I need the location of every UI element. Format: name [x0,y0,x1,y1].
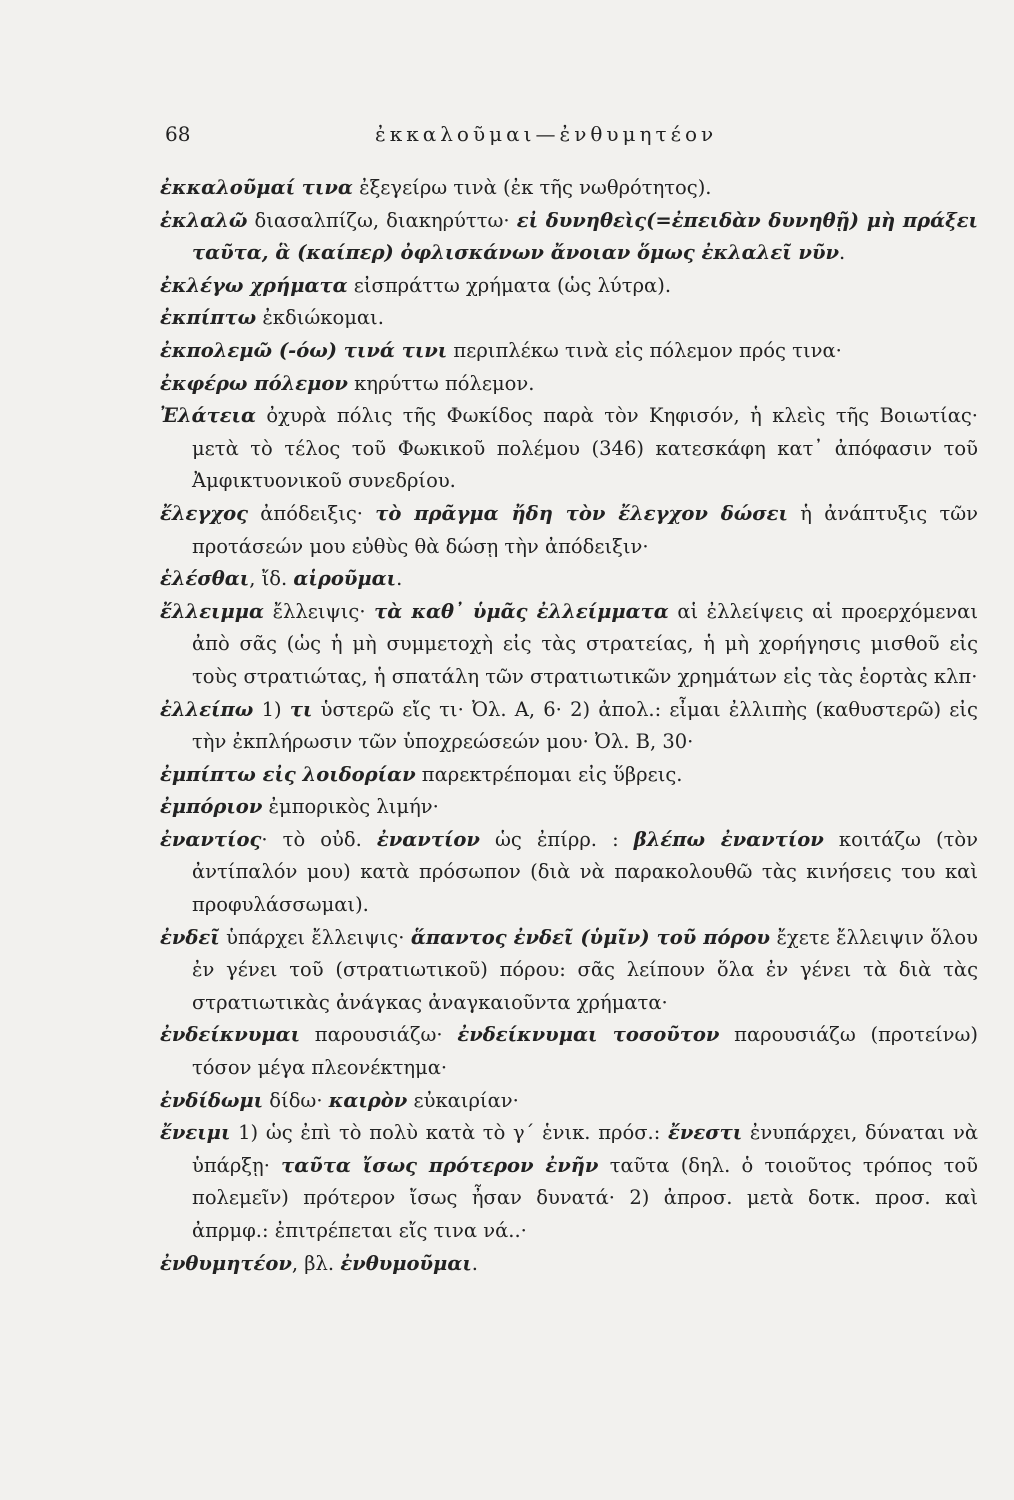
entry-text: δίδω· [263,1088,329,1112]
entry-headword: εἰ δυνηθεὶς(=ἐπειδὰν δυνηθῇ) μὴ πράξει ταῦτα, ἃ (καίπερ) ὀφλισκάνων ἄνοιαν ὅμως ἐκλαλεῖ νῦν [192,208,978,265]
entry-headword: τὸ πρᾶγμα ἤδη τὸν ἔλεγχον δώσει [375,501,788,525]
entry-text: ὑστερῶ εἴς τι· Ὀλ. Α, 6· 2) ἀπολ.: εἶμαι ἐλλιπὴς (καθυστερῶ) εἰς τὴν ἐκπλήρωσιν τῶν ὑποχρεώσεών μου· Ὀλ. Β, 30· [192,697,978,754]
dictionary-entry [160,1117,978,1247]
entry-headword: ἐνθυμοῦμαι [340,1251,472,1275]
dictionary-entry [160,1085,978,1118]
entry-headword: Ἐλάτεια [160,404,256,428]
entry-text: , ἴδ. [249,567,294,591]
entry-text: ἔχετε ἔλλειψιν ὅλου ἐν γένει τοῦ (στρατιωτικοῦ) πόρου: σᾶς λείπουν ὅλα ἐν γένει τὰ διὰ τὰς στρατιωτικὰς ἀνάγκας ἀναγκαιοῦντα χρήματα· [192,925,978,1014]
dictionary-entry [160,694,978,759]
entry-headword: ἔνειμι [160,1121,231,1145]
entry-headword: ἐνδεῖ [160,925,220,949]
entry-headword: ταῦτα ἴσως πρότερον ἐνῆν [281,1153,599,1177]
entry-headword: ἑλέσθαι [160,567,250,591]
running-title: ἐκκαλοῦμαι—ἐνθυμητέον [375,122,718,146]
dictionary-entry [160,1248,978,1281]
entry-text: διασαλπίζω, διακηρύττω· [247,208,517,232]
entry-text: ὀχυρὰ πόλις τῆς Φωκίδος παρὰ τὸν Κηφισόν, ἡ κλεὶς τῆς Βοιωτίας· μετὰ τὸ τέλος τοῦ Φωκικοῦ πολέμου (346) κατεσκάφη κατ᾽ ἀπόφασιν τοῦ Ἀμφικτυονικοῦ συνεδρίου. [192,404,978,493]
entry-headword: τὰ καθ᾽ ὑμᾶς ἐλλείμματα [374,599,669,623]
entry-headword: ἐνδείκνυμαι τοσοῦτον [457,1023,720,1047]
dictionary-entry [160,368,978,401]
dictionary-entry [160,400,978,498]
dictionary-entry [160,922,978,1020]
entry-headword: ἐκλαλῶ [160,208,248,232]
entry-headword: ἐκκαλοῦμαί τινα [160,176,353,199]
entry-text: εἰσπράττω χρήματα (ὡς λύτρα). [347,273,672,297]
dictionary-entry [160,1019,978,1084]
entry-headword: τι [289,697,313,721]
entry-text: παρουσιάζω (προτείνω) τόσον μέγα πλεονέκτημα· [192,1023,979,1080]
entry-text: 1) [253,697,290,721]
entry-text: εὐκαιρίαν· [407,1088,519,1112]
dictionary-entries [160,172,978,1280]
entry-text: . [471,1251,478,1275]
entry-headword: ἐμπόριον [160,795,263,819]
entry-headword: ἐναντίον [376,827,480,851]
entry-headword: ἐκπολεμῶ (-όω) τινά τινι [160,338,448,362]
entry-headword: ἐλλείπω [160,697,254,721]
entry-text: κηρύττω πόλεμον. [347,371,535,395]
entry-headword: ἔλλειμμα [160,599,265,623]
entry-text: . [396,567,403,591]
entry-text: 1) ὡς ἐπὶ τὸ πολὺ κατὰ τὸ γ´ ἑνικ. πρόσ.: [230,1121,669,1145]
dictionary-entry [160,596,978,694]
dictionary-entry [160,824,978,922]
entry-text: ὑπάρχει ἔλλειψις· [219,925,411,949]
dictionary-entry [160,172,978,205]
entry-headword: ἐνθυμητέον [160,1251,292,1275]
entry-text: περιπλέκω τινὰ εἰς πόλεμον πρός τινα· [447,338,842,362]
dictionary-entry [160,759,978,792]
entry-text: ἐμπορικὸς λιμήν· [262,795,439,819]
page-number: 68 [165,122,191,146]
entry-headword: καιρὸν [328,1088,408,1112]
dictionary-entry [160,302,978,335]
entry-text: κοιτάζω (τὸν ἀντίπαλόν μου) κατὰ πρόσωπον (διὰ νὰ παρακολουθῶ τὰς κινήσεις του καὶ προφυλάσσωμαι). [192,827,978,917]
entry-text: παρουσιάζω· [300,1023,458,1047]
entry-text: ἀπόδειξις· [247,501,376,525]
entry-text: ὡς ἐπίρρ. : [479,827,634,851]
dictionary-entry [160,205,978,270]
entry-headword: ἐνδείκνυμαι [160,1023,301,1047]
entry-text: ἔλλειψις· [264,599,375,623]
entry-headword: ἐνδίδωμι [160,1088,264,1112]
entry-text: αἱ ἐλλείψεις αἱ προερχόμεναι ἀπὸ σᾶς (ὡς ἡ μὴ συμμετοχὴ εἰς τὰς στρατείας, ἡ μὴ χορήγησις μισθοῦ εἰς τοὺς στρατιώτας, ἡ σπατάλη τῶν στρατιωτικῶν χρημάτων εἰς τὰς ἑορτὰς κλπ· [192,599,978,688]
entry-text: . [839,241,846,265]
entry-text: ἡ ἀνάπτυξις τῶν προτάσεών μου εὐθὺς θὰ δώσῃ τὴν ἀπόδειξιν· [192,501,978,558]
dictionary-entry [160,563,978,596]
entry-text: παρεκτρέπομαι εἰς ὕβρεις. [415,762,683,786]
entry-headword: ἐμπίπτω εἰς λοιδορίαν [160,762,416,786]
entry-text: ταῦτα (δηλ. ὁ τοιοῦτος τρόπος τοῦ πολεμεῖν) πρότερον ἴσως ἦσαν δυνατά· 2) ἀπροσ. μετὰ δοτκ. προσ. καὶ ἀπρμφ.: ἐπιτρέπεται εἴς τινα νά..· [192,1153,978,1242]
dictionary-entry [160,335,978,368]
page-header [165,122,975,152]
entry-headword: ἐκφέρω πόλεμον [160,371,348,395]
entry-headword: ἅπαντος ἐνδεῖ (ὑμῖν) τοῦ πόρου [410,925,771,949]
entry-headword: ἐκλέγω χρήματα [160,273,348,297]
entry-headword: ἐκπίπτω [160,306,257,330]
entry-text: · τὸ οὐδ. [261,827,377,851]
entry-headword: αἱροῦμαι [293,567,397,591]
entry-text: ἐνυπάρχει, δύναται νὰ ὑπάρξῃ· [192,1121,978,1177]
entry-headword: ἐναντίος [160,827,262,851]
dictionary-entry [160,791,978,824]
dictionary-entry [160,270,978,303]
entry-headword: ἔνεστι [668,1121,743,1145]
entry-headword: βλέπω ἐναντίον [633,827,824,851]
entry-text: ἐκδιώκομαι. [256,306,384,330]
entry-text: ἐξεγείρω τινὰ (ἐκ τῆς νωθρότητος). [352,176,712,199]
entry-text: , βλ. [291,1251,341,1275]
entry-headword: ἔλεγχος [160,501,248,525]
dictionary-entry [160,498,978,563]
